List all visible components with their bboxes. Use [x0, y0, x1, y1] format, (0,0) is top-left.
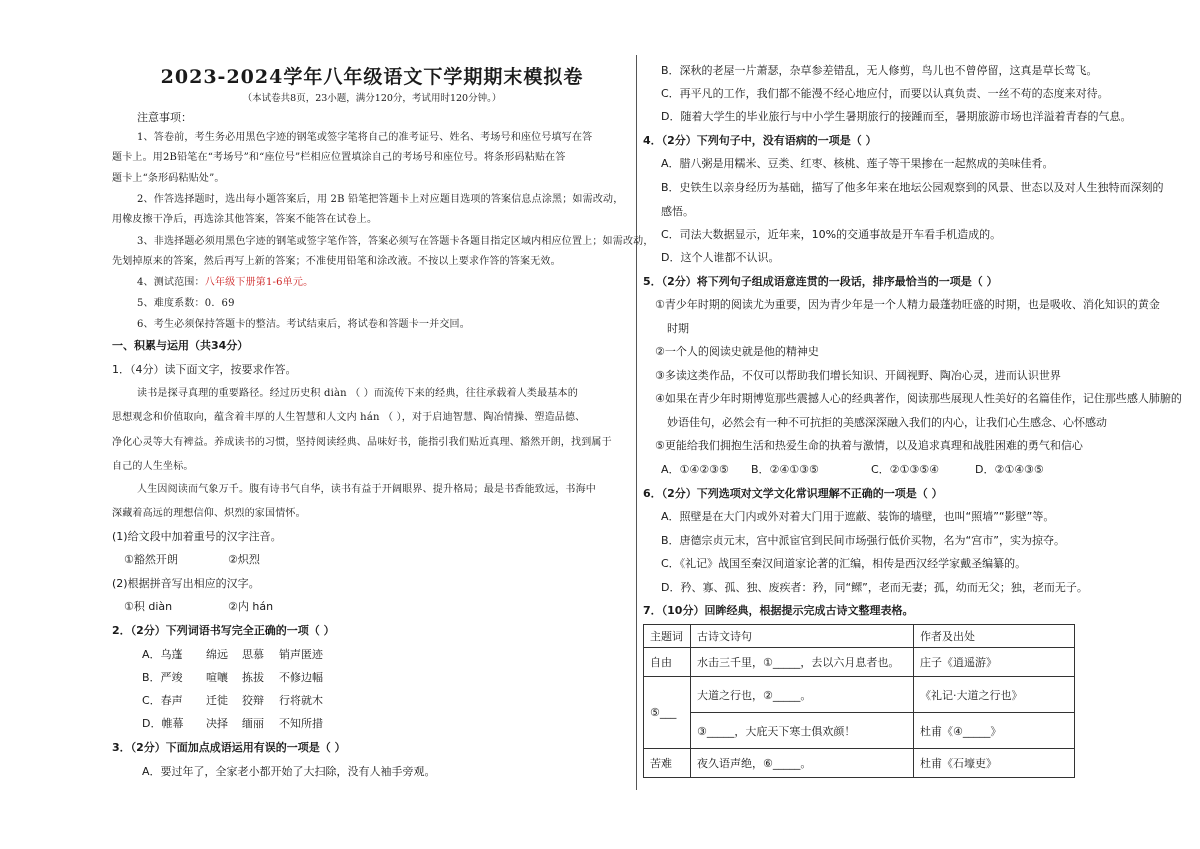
table-cell: 水击三千里，①_____，去以六月息者也。: [691, 648, 914, 677]
q3-option-c: C．再平凡的工作，我们都不能漫不经心地应付，而要以认真负责、一丝不苟的态度来对待。: [661, 87, 1109, 100]
q4-option-a: A．腊八粥是用糯米、豆类、红枣、核桃、莲子等干果掺在一起熬成的美味佳肴。: [661, 157, 1054, 170]
q5-sentence-1: ①青少年时期的阅读尤为重要，因为青少年是一个人精力最蓬勃旺盛的时期，也是吸收、消化知识的黄金: [655, 298, 1160, 311]
table-row: [644, 648, 1075, 677]
q5-sentence-4: ④如果在青少年时期博览那些震撼人心的经典著作，阅读那些展现人性美好的名篇佳作，记住那些感人肺腑的: [655, 392, 1182, 405]
q1-sub1: (1)给文段中加着重号的汉字注音。: [112, 530, 282, 543]
q2-stem: 2．（2分）下列词语书写完全正确的一项（ ）: [112, 624, 335, 637]
notice-line: 2、作答选择题时，选出每小题答案后，用 2B 铅笔把答题卡上对应题目选项的答案信息点涂黑；如需改动，: [137, 194, 624, 205]
q4-option-c: C．司法大数据显示，近年来，10%的交通事故是开车看手机造成的。: [661, 228, 1002, 241]
notice-difficulty: 5、难度系数：0．69: [137, 298, 235, 309]
table-cell: 自由: [644, 648, 691, 677]
q5-stem: 5．（2分）将下列句子组成语意连贯的一段话，排序最恰当的一项是（ ）: [643, 275, 998, 288]
table-cell: 夜久语声绝，⑥_____。: [691, 749, 914, 778]
table-cell: 大道之行也，②_____。: [691, 677, 914, 713]
table-cell: ⑤___: [644, 677, 691, 749]
notice-line: 用橡皮擦干净后，再选涂其他答案，答案不能答在试卷上。: [112, 214, 378, 225]
notice-heading: 注意事项：: [137, 111, 192, 124]
q7-stem: 7．（10分）回眸经典，根据提示完成古诗文整理表格。: [643, 604, 914, 617]
q1-passage-line: 人生因阅读而气象万千。腹有诗书气自华，读书有益于开阔眼界、提升格局；最是书香能致远，书海中: [137, 484, 596, 495]
q5-sentence-5: ⑤更能给我们拥抱生活和热爱生命的执着与激情，以及追求真理和战胜困难的勇气和信心: [655, 439, 1083, 452]
q1-sub1-item: ①豁然开朗: [124, 553, 178, 566]
q3-stem: 3．（2分）下面加点成语运用有误的一项是（ ）: [112, 741, 346, 754]
q6-option-c: C．《礼记》战国至秦汉间道家论著的汇编，相传是西汉经学家戴圣编纂的。: [661, 557, 1027, 570]
q1-passage-line: 自己的人生坐标。: [112, 461, 194, 472]
notice-line: 题卡上。用2B铅笔在“考场号”和“座位号”栏相应位置填涂自己的考场号和座位号。将条形码粘贴在答: [112, 152, 566, 163]
q5-sentence-4-cont: 妙语佳句，必然会有一种不可抗拒的美感深深融入我们的内心，让我们心生感念、心怀感动: [667, 416, 1107, 429]
q4-option-d: D．这个人谁都不认识。: [661, 251, 780, 264]
q1-passage-line: 净化心灵等大有裨益。养成读书的习惯，坚持阅读经典、品味好书，能指引我们贴近真理、豁然开朗，找到属于: [112, 437, 612, 448]
q3-option-d: D．随着大学生的毕业旅行与中小学生暑期旅行的接踵而至，暑期旅游市场也洋溢着青春的气息。: [661, 110, 1132, 123]
notice-line: 1、答卷前，考生务必用黑色字迹的钢笔或签字笔将自己的准考证号、姓名、考场号和座位号填写在答: [137, 132, 593, 143]
q2-option-d: D．帷幕 决择 缅丽 不知所措: [142, 717, 323, 730]
q6-option-d: D．矜、寡、孤、独、废疾者：矜，同“鳏”，老而无妻；孤，幼而无父；独，老而无子。: [661, 581, 1088, 594]
q1-passage-line: 读书是探寻真理的重要路径。经过历史积 diàn （ ）而流传下来的经典，往往承载着人类最基本的: [137, 388, 578, 399]
q2-option-b: B．严竣 喧嚷 拣拔 不修边幅: [142, 671, 323, 684]
poem-table: [643, 624, 1075, 778]
q1-passage-line: 深藏着高远的理想信仰、炽烈的家国情怀。: [112, 508, 306, 519]
q6-option-b: B．唐德宗贞元末，宫中派宦官到民间市场强行低价买物，名为“宫市”，实为掠夺。: [661, 534, 1065, 547]
notice-keep: 6、考生必须保持答题卡的整洁。考试结束后，将试卷和答题卡一并交回。: [137, 319, 470, 330]
q1-stem: 1．（4分）读下面文字，按要求作答。: [112, 363, 297, 376]
q3-option-b: B．深秋的老屋一片萧瑟，杂草参差错乱，无人修剪，鸟儿也不曾停留，这真是草长莺飞。: [661, 64, 1098, 77]
q4-stem: 4．（2分）下列句子中，没有语病的一项是（ ）: [643, 134, 877, 147]
q6-stem: 6．（2分）下列选项对文学文化常识理解不正确的一项是（ ）: [643, 487, 943, 500]
notice-range: [137, 276, 313, 290]
table-row: [644, 625, 1075, 648]
q3-option-a: A．要过年了，全家老小都开始了大扫除，没有人袖手旁观。: [142, 765, 436, 778]
page-title: 2023-2024学年八年级语文下学期期末模拟卷: [160, 66, 584, 88]
table-cell: 庄子《逍遥游》: [914, 648, 1075, 677]
q5-options: A．①④②③⑤ B．②④①③⑤ C．②①③⑤④ D．②①④③⑤: [661, 463, 1044, 476]
q4-option-b: B．史铁生以亲身经历为基础，描写了他多年来在地坛公园观察到的风景、世态以及对人生独特而深刻的: [661, 181, 1164, 194]
q5-sentence-2: ②一个人的阅读史就是他的精神史: [655, 345, 819, 358]
q1-passage-line: 思想观念和价值取向，蕴含着丰厚的人生智慧和人文内 hán （ ），对于启迪智慧、陶冶情操、塑造品德、: [112, 412, 586, 423]
table-cell: 《礼记·大道之行也》: [914, 677, 1075, 713]
q1-sub2: (2)根据拼音写出相应的汉字。: [112, 577, 260, 590]
table-header: 古诗文诗句: [691, 625, 914, 648]
column-divider: [636, 55, 637, 790]
table-cell: ③_____，大庇天下寒士俱欢颜！: [691, 713, 914, 749]
table-row: [644, 677, 1075, 713]
q6-option-a: A．照壁是在大门内或外对着大门用于遮蔽、装饰的墙壁，也叫“照墙”“影壁”等。: [661, 510, 1055, 523]
table-header: 作者及出处: [914, 625, 1075, 648]
notice-line: 先划掉原来的答案，然后再写上新的答案；不准使用铅笔和涂改液。不按以上要求作答的答案无效。: [112, 256, 561, 267]
q5-sentence-3: ③多读这类作品，不仅可以帮助我们增长知识、开阔视野、陶冶心灵，进而认识世界: [655, 369, 1061, 382]
q5-sentence-1-cont: 时期: [667, 322, 689, 335]
table-cell: 杜甫《④_____》: [914, 713, 1075, 749]
q1-sub2-item: ②内 hán: [228, 600, 274, 613]
notice-line: 3、非选择题必须用黑色字迹的钢笔或签字笔作答，答案必须写在答题卡各题目指定区域内相应位置上；如需改动，: [137, 236, 654, 247]
q2-option-a: A．乌蓬 绵远 思慕 销声匿迹: [142, 648, 323, 661]
page-subtitle: （本试卷共8页，23小题，满分120分，考试用时120分钟。）: [242, 93, 502, 104]
table-row: [644, 749, 1075, 778]
q4-option-b-cont: 感悟。: [661, 205, 694, 218]
section-heading: 一、积累与运用（共34分）: [112, 339, 249, 352]
q1-sub2-item: ①积 diàn: [124, 600, 173, 613]
table-cell: 杜甫《石壕吏》: [914, 749, 1075, 778]
range-value: 八年级下册第1-6单元。: [204, 277, 314, 288]
q2-option-c: C．春声 迁徙 狡辩 行将就木: [142, 694, 323, 707]
table-cell: 苦难: [644, 749, 691, 778]
notice-line: 题卡上“条形码粘贴处”。: [112, 173, 225, 184]
q1-sub1-item: ②炽烈: [228, 553, 260, 566]
range-label: 4、测试范围：: [137, 277, 205, 288]
table-header: 主题词: [644, 625, 691, 648]
table-row: [644, 713, 1075, 749]
